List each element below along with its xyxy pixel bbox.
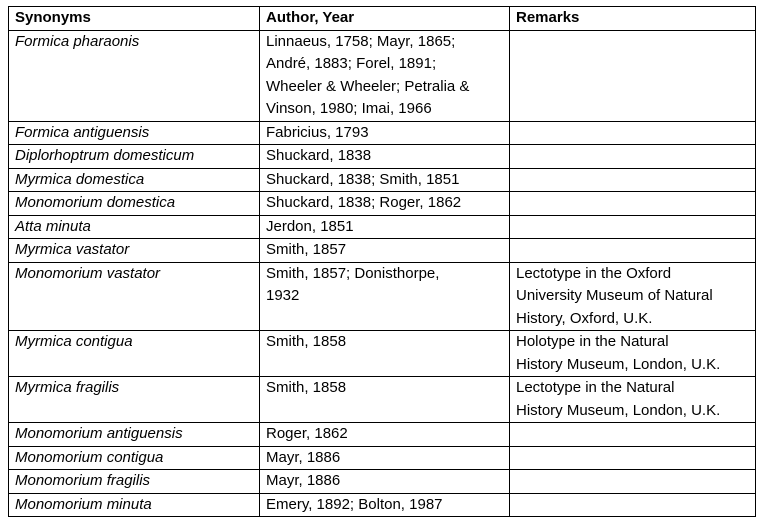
synonym-cell: Monomorium contigua — [9, 446, 260, 470]
synonymy-table — [8, 6, 756, 517]
author-year-line: Jerdon, 1851 — [266, 217, 354, 235]
author-year-line: Smith, 1858 — [266, 379, 347, 396]
synonym-cell: Monomorium minuta — [9, 493, 260, 517]
remarks-line: History, Oxford, U.K. — [516, 309, 653, 327]
remarks-cell — [510, 192, 756, 216]
table-row — [9, 262, 756, 331]
remarks-cell — [510, 446, 756, 470]
header-synonyms: Synonyms — [9, 7, 260, 31]
table-row — [9, 192, 756, 216]
table-row — [9, 30, 756, 121]
remarks-cell — [510, 145, 756, 169]
synonymy-table-container — [8, 6, 756, 517]
header-author-year: Author, Year — [260, 7, 510, 31]
table-row — [9, 331, 756, 377]
remarks-cell — [510, 168, 756, 192]
remarks-line: History Museum, London, U.K. — [516, 355, 721, 373]
synonym-cell: Monomorium antiguensis — [9, 423, 260, 447]
table-row — [9, 446, 756, 470]
remarks-cell — [510, 215, 756, 239]
table-row — [9, 493, 756, 517]
author-year-cell — [260, 331, 510, 377]
synonym-cell: Diplorhoptrum domesticum — [9, 145, 260, 169]
header-remarks: Remarks — [510, 7, 756, 31]
remarks-cell — [510, 377, 756, 423]
synonym-cell: Myrmica vastator — [9, 239, 260, 263]
author-year-cell — [260, 493, 510, 517]
table-row — [9, 121, 756, 145]
synonym-cell: Monomorium fragilis — [9, 470, 260, 494]
author-year-line: Vinson, 1980; Imai, 1966 — [266, 100, 432, 117]
synonym-cell: Myrmica domestica — [9, 168, 260, 192]
table-row — [9, 239, 756, 263]
synonym-cell: Monomorium vastator — [9, 262, 260, 331]
table-row — [9, 470, 756, 494]
table-row — [9, 145, 756, 169]
author-year-line: Shuckard, 1838 — [266, 147, 372, 164]
synonym-cell: Formica pharaonis — [9, 30, 260, 121]
remarks-cell — [510, 121, 756, 145]
remarks-cell — [510, 331, 756, 377]
author-year-cell — [260, 215, 510, 239]
synonym-cell: Monomorium domestica — [9, 192, 260, 216]
author-year-cell — [260, 470, 510, 494]
author-year-line: Mayr, 1886 — [266, 448, 341, 466]
author-year-line: 1932 — [266, 287, 300, 304]
author-year-line: Smith, 1858 — [266, 333, 347, 350]
author-year-cell — [260, 239, 510, 263]
remarks-line: Lectotype in the Natural — [516, 379, 675, 396]
author-year-line: Roger, 1862 — [266, 425, 348, 442]
table-row — [9, 168, 756, 192]
remarks-line: Lectotype in the Oxford — [516, 264, 672, 282]
remarks-line: University Museum of Natural — [516, 287, 713, 304]
author-year-cell — [260, 262, 510, 331]
header-row — [9, 7, 756, 31]
author-year-line: Emery, 1892; Bolton, 1987 — [266, 495, 443, 513]
author-year-cell — [260, 168, 510, 192]
remarks-cell — [510, 239, 756, 263]
author-year-line: Smith, 1857 — [266, 241, 347, 258]
table-row — [9, 423, 756, 447]
author-year-cell — [260, 145, 510, 169]
remarks-cell — [510, 493, 756, 517]
synonym-cell: Formica antiguensis — [9, 121, 260, 145]
author-year-line: Wheeler & Wheeler; Petralia & — [266, 77, 470, 95]
author-year-line: Linnaeus, 1758; Mayr, 1865; — [266, 32, 456, 50]
author-year-cell — [260, 192, 510, 216]
author-year-cell — [260, 121, 510, 145]
author-year-line: André, 1883; Forel, 1891; — [266, 55, 437, 72]
remarks-cell — [510, 262, 756, 331]
author-year-line: Fabricius, 1793 — [266, 123, 369, 141]
remarks-cell — [510, 423, 756, 447]
author-year-cell — [260, 423, 510, 447]
table-row — [9, 215, 756, 239]
remarks-cell — [510, 30, 756, 121]
table-body — [9, 30, 756, 517]
author-year-line: Smith, 1857; Donisthorpe, — [266, 264, 440, 282]
author-year-line: Shuckard, 1838; Smith, 1851 — [266, 170, 460, 188]
synonym-cell: Atta minuta — [9, 215, 260, 239]
remarks-cell — [510, 470, 756, 494]
author-year-cell — [260, 377, 510, 423]
table-row — [9, 377, 756, 423]
author-year-cell — [260, 30, 510, 121]
synonym-cell: Myrmica fragilis — [9, 377, 260, 423]
synonym-cell: Myrmica contigua — [9, 331, 260, 377]
remarks-line: Holotype in the Natural — [516, 333, 669, 350]
author-year-line: Mayr, 1886 — [266, 472, 341, 489]
author-year-line: Shuckard, 1838; Roger, 1862 — [266, 194, 462, 211]
remarks-line: History Museum, London, U.K. — [516, 401, 721, 419]
author-year-cell — [260, 446, 510, 470]
